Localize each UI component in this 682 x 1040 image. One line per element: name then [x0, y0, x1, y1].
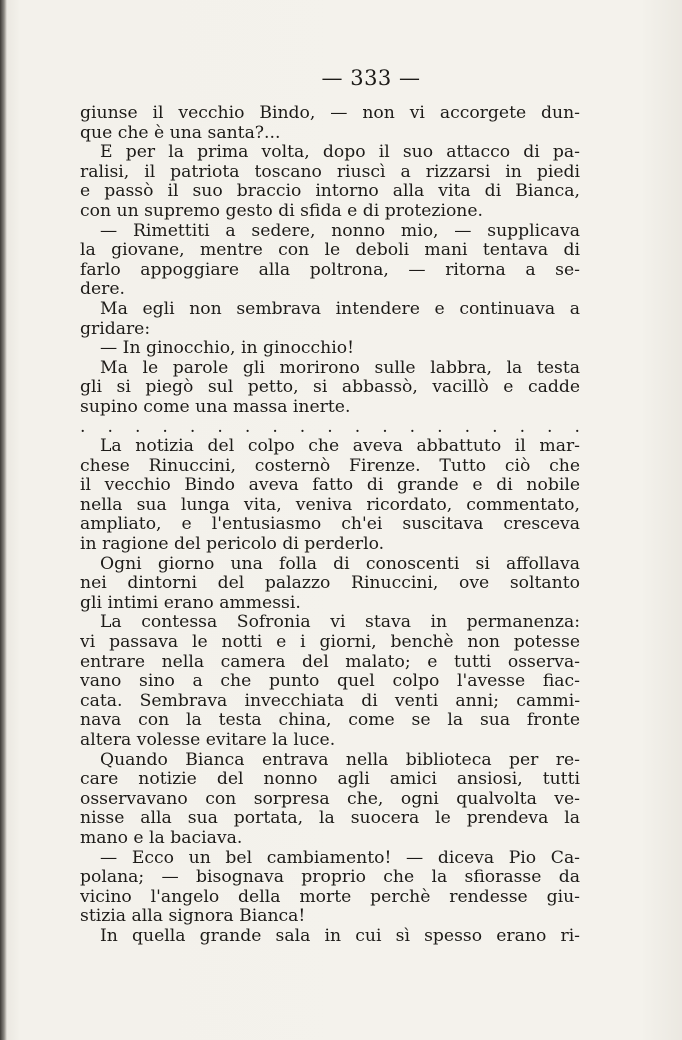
- text-line: Ma egli non sembrava intendere e continuava a: [100, 299, 580, 319]
- text-line: vicino l'angelo della morte perchè rendesse giu-: [80, 887, 580, 907]
- text-line: giunse il vecchio Bindo, — non vi accorgete dun-: [80, 104, 580, 123]
- text-line: La notizia del colpo che aveva abbattuto il mar-: [100, 437, 580, 457]
- page-number: — 333 —: [321, 66, 421, 90]
- text-line: dere.: [80, 280, 126, 300]
- text-line: Quando Bianca entrava nella biblioteca per re-: [100, 750, 580, 770]
- text-line: la giovane, mentre con le deboli mani tentava di: [80, 241, 580, 261]
- text-line: nei dintorni del palazzo Rinuccini, ove soltanto: [80, 574, 580, 594]
- text-line: osservavano con sorpresa che, ogni qualvolta ve-: [80, 789, 580, 809]
- text-line: entrare nella camera del malato; e tutti osserva-: [80, 652, 580, 672]
- text-line: polana; — bisognava proprio che la sfiorasse da: [80, 868, 580, 888]
- text-line: In quella grande sala in cui sì spesso erano ri-: [100, 926, 580, 946]
- text-line: Ma le parole gli morirono sulle labbra, la testa: [100, 358, 580, 378]
- text-line: . . . . . . . . . . . . . . . . . . .: [80, 417, 580, 437]
- text-line: vano sino a che punto quel colpo l'avesse fiac-: [80, 672, 580, 692]
- binding-edge: [0, 0, 7, 1040]
- text-line: nava con la testa china, come se la sua fronte: [80, 711, 580, 731]
- text-line: in ragione del pericolo di perderlo.: [80, 535, 385, 555]
- text-line: stizia alla signora Bianca!: [80, 907, 306, 927]
- text-line: gli intimi erano ammessi.: [80, 593, 301, 613]
- body-text: [80, 104, 580, 947]
- text-line: E per la prima volta, dopo il suo attacco di pa-: [100, 143, 580, 163]
- text-line: — Ecco un bel cambiamento! — diceva Pio Ca-: [100, 848, 580, 868]
- text-line: Ogni giorno una folla di conoscenti si affollava: [100, 554, 580, 574]
- text-line: il vecchio Bindo aveva fatto di grande e di nobile: [80, 476, 580, 496]
- text-line: mano e la baciava.: [80, 828, 243, 848]
- text-line: supino come una massa inerte.: [80, 397, 351, 417]
- text-line: farlo appoggiare alla poltrona, — ritorna a se-: [80, 260, 580, 280]
- text-line: nisse alla sua portata, la suocera le prendeva la: [80, 809, 580, 829]
- text-line: nella sua lunga vita, veniva ricordato, commentato,: [80, 495, 580, 515]
- text-line: — Rimettiti a sedere, nonno mio, — supplicava: [100, 221, 580, 241]
- text-line: vi passava le notti e i giorni, benchè non potesse: [80, 633, 580, 653]
- text-line: e passò il suo braccio intorno alla vita di Bianca,: [80, 182, 580, 202]
- text-line: cata. Sembrava invecchiata di venti anni; cammi-: [80, 691, 580, 711]
- text-line: care notizie del nonno agli amici ansiosi, tutti: [80, 770, 580, 790]
- text-line: ampliato, e l'entusiasmo ch'ei suscitava cresceva: [80, 515, 580, 535]
- text-line: gli si piegò sul petto, si abbassò, vacillò e cadde: [80, 378, 580, 398]
- text-line: que che è una santa?...: [80, 123, 281, 143]
- text-line: ralisi, il patriota toscano riuscì a rizzarsi in piedi: [80, 162, 580, 182]
- text-line: La contessa Sofronia vi stava in permanenza:: [100, 613, 580, 633]
- text-line: gridare:: [80, 319, 151, 339]
- text-line: con un supremo gesto di sfida e di protezione.: [80, 201, 484, 221]
- text-line: chese Rinuccini, costernò Firenze. Tutto ciò che: [80, 456, 580, 476]
- text-line: — In ginocchio, in ginocchio!: [100, 339, 355, 359]
- text-line: altera volesse evitare la luce.: [80, 731, 336, 750]
